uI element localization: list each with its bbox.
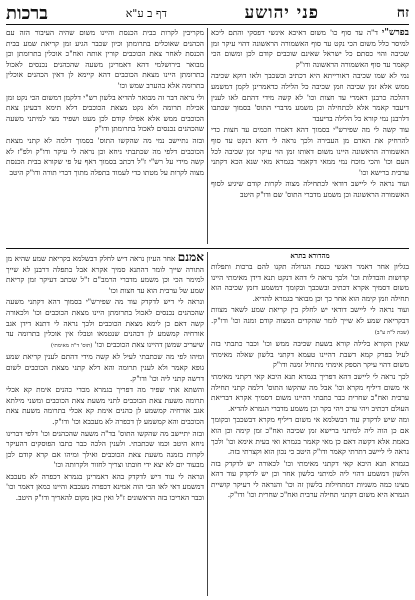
text-paragraph — [6, 429, 204, 471]
text-paragraph — [211, 179, 409, 200]
paragraph-text: ד"ה עד סוף כו' משום דאיכא אינשי דפסקי והתם ליכא למיסר כלל משום הכי נקט עד סוף האשמורה הראשונה דהוי עיקר זמן שכיבה והוי כסתם כל ישראל שאינם שוכבים קודם לכן ומשום הכי קאמר עד סוף האשמורה הראשונה ודו"ק — [211, 28, 409, 69]
paragraph-text: אחר העיון נראה דיש לחלק דבשלמא בקריאת שמע שהיא מן התורה שייך לומר דהתנא סמיך אקרא אבל בתפלה דרבנן לא שייך למימר הכי וכן משמע מדברי הרמב"ם ז"ל שכתב דעיקר זמן קריאת שמע של ערבית הוא עד חצות וכו' — [6, 254, 204, 295]
paragraph-text: ועוד נראה לי ליישב דודאי לכתחילה מצוה לקרות קודם שיגיע לסוף האשמורה הראשונה וכן משמע מדברי התוס' שם ודו"ק היטב — [211, 179, 409, 199]
tractate-name: ברכות — [6, 2, 48, 24]
bottom-right-column — [211, 262, 409, 596]
paragraph-text: בגליון אחר דאמר דאנשי כנסת הגדולה תקנו להם ברכות ותפלות קדושות והבדלות וכו' ולכך נראה לי דהא דנקט תנא דידן מאימתי היינו משום דסמיך אקרא דכתיב ובשכבך ובקומך דמשמע דזמן שכיבה הוא תחילה וזמן קימה הוא אחר כך וכן מבואר בגמרא להדיא. — [211, 262, 409, 303]
paragraph-text: עוד קשה לי מה שפירש"י בסמוך דהא דאמרו חכמים עד חצות כדי להרחיק את האדם מן העבירה ולכך נראה לי דהא דנקט עד סוף האשמורה הראשונה היינו משום דאותו זמן הוי עיקר זמן שכיבה לכל העם וכו' והכי מוכח נמי ממאי דקאמר בגמרא מאי שנא הכא דקתני ערבית ברישא וכו' — [211, 125, 409, 177]
text-paragraph — [211, 305, 409, 338]
column-divider — [207, 28, 208, 244]
page-reference: דף ב ע"א — [125, 6, 167, 20]
text-paragraph — [6, 93, 204, 135]
text-paragraph — [6, 472, 204, 504]
paragraph-text: לכך נראה לי ליישב דהא דפריך בגמרא תנא היכא קאי דקתני מאימתי אי משום דיליף מקרא וכו' אבל מה שהקשו התוס' דלמה קתני תחילה ערבית ואח"כ שחרית כבר כתבתי דהיינו משום דסמיך אקרא דבריאת העולם דכתיב ויהי ערב ויהי בקר וכן משמע מדברי הגמרא להדיא. — [211, 371, 409, 413]
text-paragraph — [211, 28, 409, 70]
text-paragraph — [6, 252, 204, 296]
paragraph-text: מקריבין לקרות בבית הכנסת והיינו משום שהיה העיבור הזה עם הכהנים שאוכלים בתרומתן וכיון שכבר הגיע זמן קריאת שמע בבית הכנסת לאחר צאת הכוכבים קורין אותה ואח"כ אוכלין בתרומתן וכן מבואר בירושלמי דהא דאמרינן משעה שהכהנים נכנסים לאכול בתרומתן היינו מצאת הכוכבים דהא קיימא לן דאין הכהנים אוכלין בתרומה אלא בהערב שמש וכו' — [6, 28, 204, 90]
text-paragraph — [211, 459, 409, 501]
text-paragraph — [6, 28, 204, 92]
page-header — [6, 2, 409, 25]
paragraph-text: ומיהו לפי מה שכתבתי לעיל לא קשה מידי דהתם לענין קריאת שמע גופא קאמר ולא לענין תרומה והא דלא קתני מצאת הכוכבים לשום דרשה קתני ליה וכו' ודו"ק. — [6, 352, 204, 383]
bottom-left-column — [6, 252, 204, 596]
paragraph-text: ועוד נראה לי ליישב דודאי יש לחלק בין קריאת שמע לשאר מצוות דבקריאת שמע לא שייך לומר שהקדים המצוה קודם זמנה וכו' ודו"ק. — [211, 305, 409, 325]
paragraph-text: ולי נראה דבר זה מבואר להדיא בלשון רש"י דלקמן דמשום הכי נקט זמן אכילת תרומה ולא נקט מצאת הכוכבים דלא תימא דבעינן צאת הכוכבים ממש אלא אפילו קודם לכן מעט ושפיר מצי למיתני משעה שהכהנים נכנסים לאכול בתרומתן ודו"ק — [6, 92, 204, 134]
gloss-note: (שבת ל"ה ע"ב) — [374, 329, 409, 336]
paragraph-text: ובזה נתיישב נמי מה שהקשו התוס' בסמוך דלמה לא קתני מצאת הכוכבים דלפי מה שכתבתי ניחא וכן נראה לי עיקר ודו"ק ולפ"ז לא קשה מידי על רש"י ז"ל דכתב בסמוך דאף על פי שקורא בבית הכנסת מצוה לקרות על מטתו כדי לעמוד בתפלה מתוך דברי תורה ודו"ק היטב — [6, 135, 204, 177]
top-right-column — [211, 28, 409, 244]
section-divider — [6, 248, 409, 249]
text-paragraph — [211, 339, 409, 371]
text-paragraph — [6, 385, 204, 427]
page-number: זח — [396, 4, 409, 21]
paragraph-text: והשתא אתי שפיר מה דפריך בגמרא מכדי כהנים אימת קא אכלי תרומה משעת צאת הכוכבים לתני משעת צאת הכוכבים ומשני מילתא אגב אורחיה קמשמע לן כהנים אימת קא אכלי בתרומה משעת צאת הכוכבים והא קמשמע לן דכפרה לא מעכבא וכו' ודו"ק. — [6, 385, 204, 426]
lead-word: בפרש"י — [381, 28, 409, 38]
top-left-column — [6, 28, 204, 244]
section-label: מהדורא בתרא — [290, 251, 330, 260]
paragraph-text: ונראה לי עוד דיש לדקדק בהא דאמרינן בגמרא דכפרה לא מעכבא דמשמע דאי לאו הכי הוה אמינא דכפרה מעכבא והיינו כמאן דאמר וכו' וכבר האריכו בזה הראשונים ז"ל ואין כאן מקום להאריך ודו"ק היטב. — [6, 471, 204, 503]
text-paragraph — [211, 71, 409, 124]
text-paragraph — [6, 136, 204, 178]
book-title: פני יהושע — [244, 3, 320, 23]
paragraph-text: שאין הקורא בלילה קורא בשעת שכיבה ממש וכו' וכבר כתבתי בזה לעיל בפרק קמא דשבת דהיינו טעמא דקתני בלשון שאלה מאימתי משום דהוי עיקר הספק אימתי מתחיל זמנה ודו"ק — [211, 339, 409, 370]
text-paragraph — [6, 352, 204, 384]
paragraph-text: ומה שיש לדקדק עוד דבשלמא אי משום דיליף מקרא דבשכבך ובקומך אם כן הוה ליה למיתני ברישא זמן שכיבה ואח"כ זמן קימה וכן הוא באמת אלא דקשה דאם כן מאי קאמר בגמרא ואי בעית אימא וכו' ולכך נראה לי ליישב דתרתי קאמר ודו"ק היטב כי נכון הוא וקצרתי בזה. — [211, 415, 409, 457]
text-paragraph — [211, 415, 409, 457]
paragraph-text: בגמרא תנא היכא קאי דקתני מאימתי וכו' לכאורה יש לדקדק בזה הלשון דמשמע דהוי ליה למיתני בלשון אחר וכן יש לדקדק עוד דהא מצינו כמה משניות דמתחילות בלשון זה וכו' והנראה לי דעיקר קושיית הגמרא היא משום דקתני תחילה ערבית ואח"כ שחרית וכו' ודו"ק. — [211, 458, 409, 500]
paragraph-text: ובזה יתיישב מה שהקשו התוס' בד"ה משעה שהכהנים וכו' דלפי דברינו ניחא היטב וכמו שכתבתי. ולענין הלכה כבר כתבו הפוסקים דהעיקר לקרות בזמנה משעת צאת הכוכבים ואילך ומיהו אם קרא קודם לכן מבעוד יום לא יצא ידי חובתו וצריך לחזור ולקרותה וכו' — [6, 428, 204, 470]
text-paragraph — [6, 297, 204, 351]
gloss-note: (תוס' ד"ה מאימתי) — [50, 342, 93, 349]
paragraph-text: ונראה לי דיש לדקדק עוד מה שפירש"י בסמוך דהא דקתני משעה שהכהנים נכנסים לאכול בתרומתן היינו מצאת הכוכבים וכו' ולכאורה קשה דאם כן לימא מצאת הכוכבים ולכך נראה לי דתנא דידן אגב אורחיה קמשמע לן דכהנים שנטמאו וטבלו אין אוכלין בתרומה עד שיעריב שמשן דהיינו צאת הכוכבים וכו' — [6, 297, 204, 349]
text-paragraph — [211, 262, 409, 304]
paragraph-text: נמי לא שמו שכיבה דאורייתא היא דכתיב ובשכבך ולאו דוקא שכיבה ממש אלא זמן שכיבה וזמן שכיבה כל הלילה כדאמרינן לקמן דמשמע דהלכה כרבנן דאמרי עד חצות וכו' לא קשה מידי דהתם לאו לענין דיעבד קאמר אלא לכתחילה וכן משמע מדברי התוס' בסמוך שכתבו דלרבנן נמי קורא כל הלילה בדיעבד — [211, 71, 409, 123]
text-paragraph — [211, 372, 409, 414]
text-paragraph — [211, 125, 409, 178]
column-divider — [207, 252, 208, 596]
lead-word: אמנם — [177, 252, 204, 264]
